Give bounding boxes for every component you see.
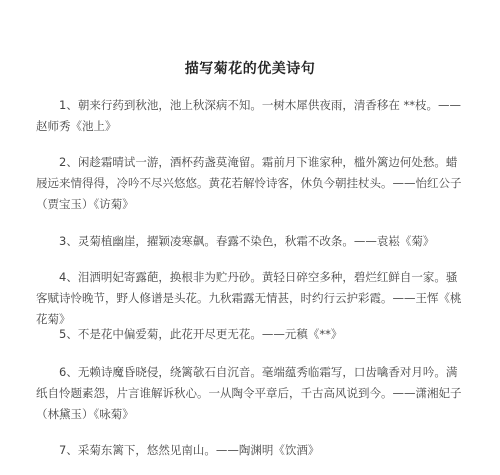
poem-paragraph-1: 1、朝来行药到秋池，池上秋深病不知。一树木犀供夜雨，清香移在 **枝。——赵师秀《池上》 [36,98,461,133]
poem-paragraph-5: 5、不是花中偏爱菊，此花开尽更无花。——元稹《**》 [59,327,343,341]
poem-paragraph-6: 6、无赖诗魔昏晓侵，绕篱欹石自沉音。毫端蕴秀临霜写，口齿噙香对月吟。满纸自怜题素怨，片言谁解诉秋心。一从陶令平章后，千古高风说到今。——潇湘妃子（林黛玉）《咏菊》 [36,365,462,421]
poem-paragraph-3: 3、灵菊植幽崖，擢颖凌寒飙。春露不染色，秋霜不改条。——袁崧《菊》 [59,234,435,248]
poem-paragraph-7: 7、采菊东篱下，悠然见南山。——陶渊明《饮酒》 [59,443,320,457]
poem-paragraph-4: 4、泪洒明妃寄露葩，换根非为贮丹砂。黄轻日碎空多种，碧烂红鲜自一家。骚客赋诗怜晚节，野人修谱是头花。九秋霜露无情甚，时约行云护彩霞。——王恽《桃花菊》 [36,270,462,326]
page-title: 描写菊花的优美诗句 [184,61,316,77]
poem-paragraph-2: 2、闲趁霜晴试一游，酒杯药盏莫淹留。霜前月下谁家种，槛外篱边何处愁。蜡屐远来情得得，冷吟不尽兴悠悠。黄花若解怜诗客，休负今朝挂杖头。——怡红公子（贾宝玉）《访菊》 [36,155,462,211]
